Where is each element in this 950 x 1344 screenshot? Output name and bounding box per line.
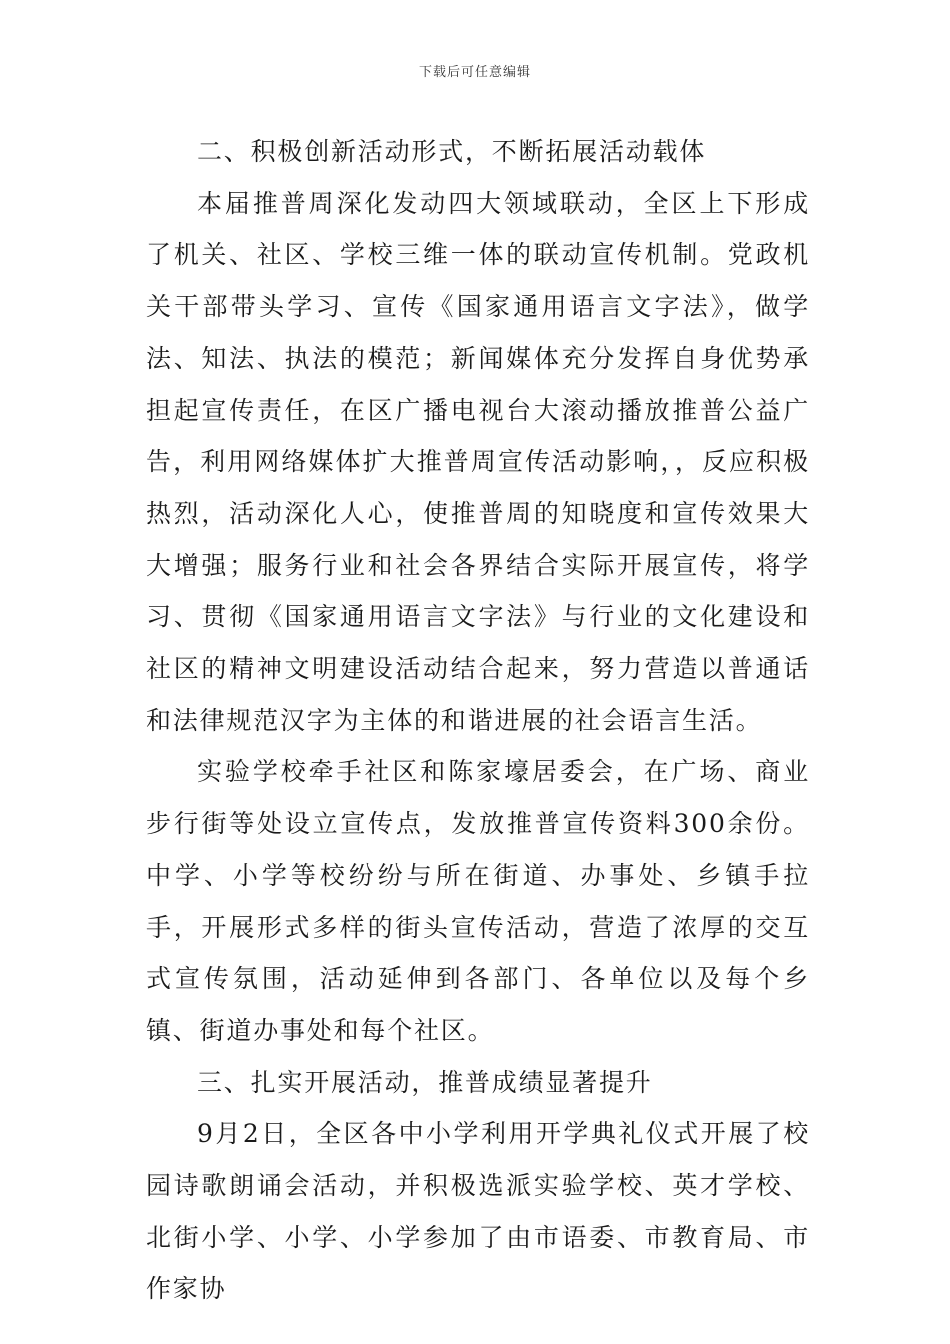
paragraph-2: 实验学校牵手社区和陈家壕居委会，在广场、商业步行街等处设立宣传点，发放推普宣传资料300余份。中学、小学等校纷纷与所在街道、办事处、乡镇手拉手，开展形式多样的街头宣传活动，营造了浓厚的交互式宣传氛围，活动延伸到各部门、各单位以及每个乡镇、街道办事处和每个社区。 [146,757,810,1045]
paragraph-3: 9月2日，全区各中小学利用开学典礼仪式开展了校园诗歌朗诵会活动，并积极选派实验学校、英才学校、北街小学、小学、小学参加了由市语委、市教育局、市作家协 [146,1119,810,1304]
document-body [146,126,810,1315]
paragraph-1: 本届推普周深化发动四大领域联动，全区上下形成了机关、社区、学校三维一体的联动宣传机制。党政机关干部带头学习、宣传《国家通用语言文字法》，做学法、知法、执法的模范；新闻媒体充分发挥自身优势承担起宣传责任，在区广播电视台大滚动播放推普公益广告，利用网络媒体扩大推普周宣传活动影响，，反应积极热烈，活动深化人心，使推普周的知晓度和宣传效果大大增强；服务行业和社会各界结合实际开展宣传，将学习、贯彻《国家通用语言文字法》与行业的文化建设和社区的精神文明建设活动结合起来，努力营造以普通话和法律规范汉字为主体的和谐进展的社会语言生活。 [146,188,810,735]
section-heading-3: 三、扎实开展活动，推普成绩显著提升 [197,1067,653,1097]
section-heading-2: 二、积极创新活动形式，不断拓展活动载体 [197,137,707,166]
page-header: 下载后可任意编辑 [418,65,531,80]
